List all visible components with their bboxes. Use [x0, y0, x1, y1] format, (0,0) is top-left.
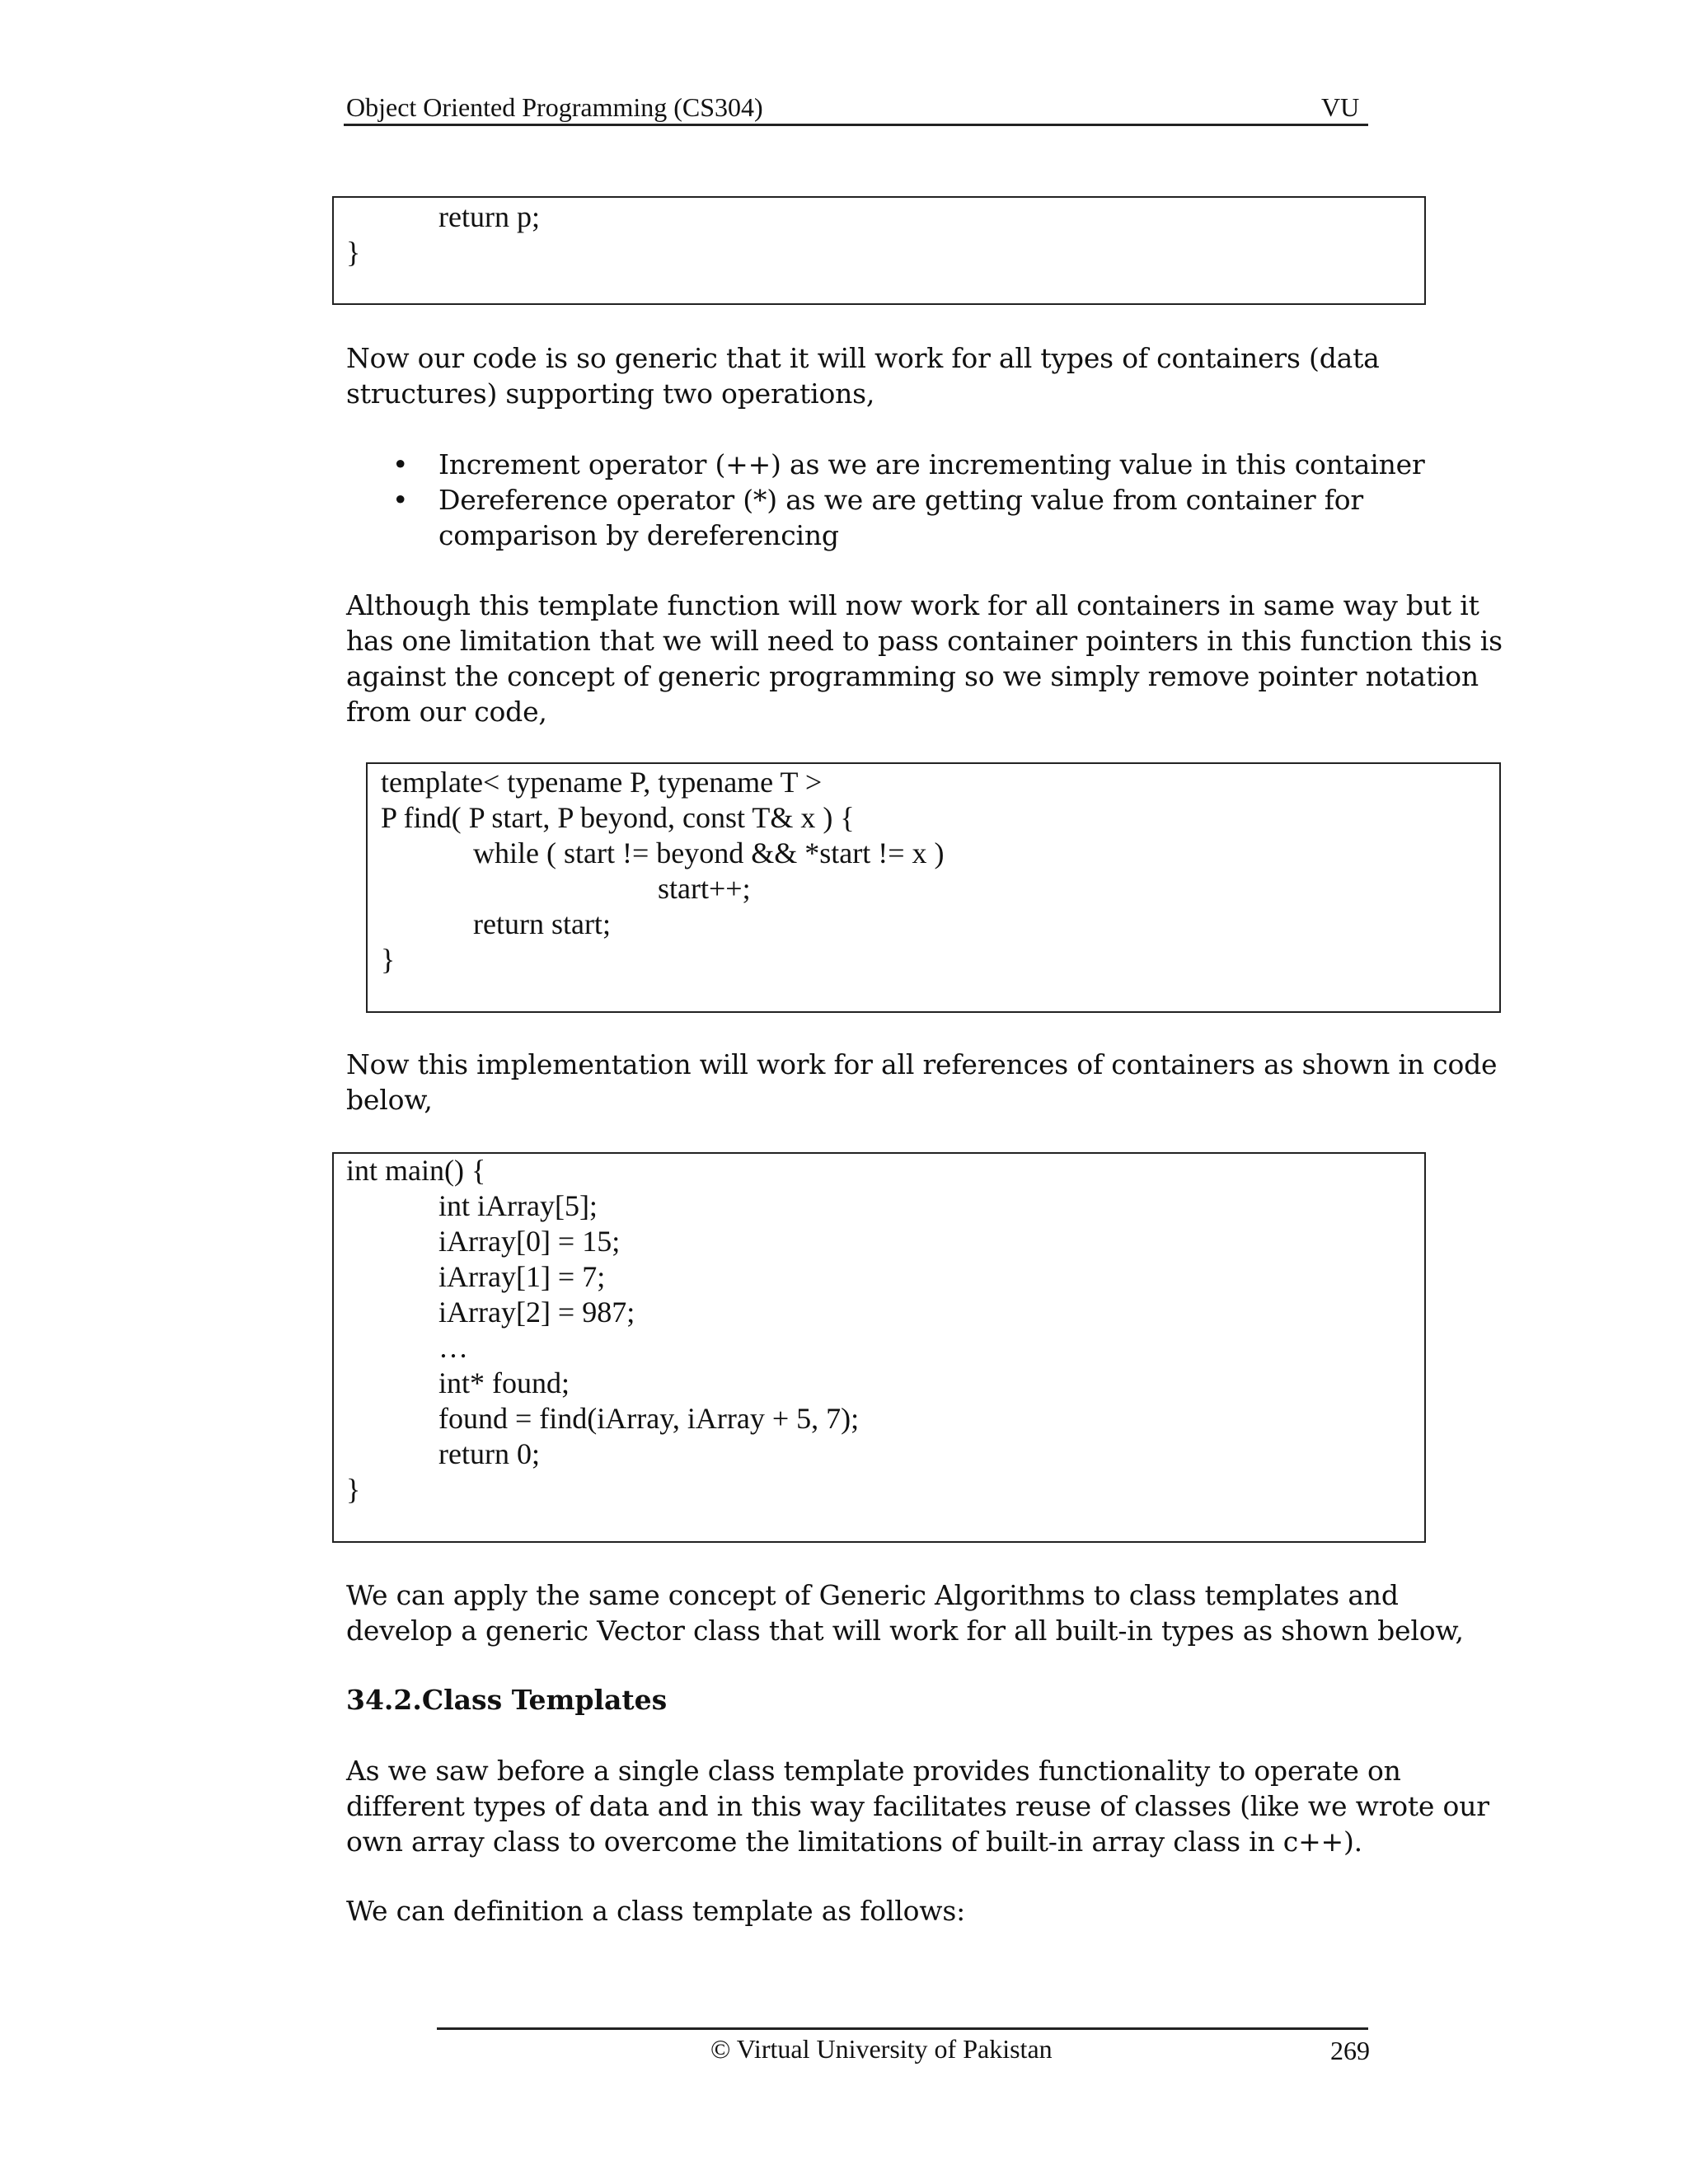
code-line: } — [346, 1473, 361, 1506]
code-line: int* found; — [438, 1366, 570, 1399]
code-line: template< typename P, typename T > — [381, 766, 823, 799]
header-rule — [344, 124, 1368, 126]
code-line: while ( start != beyond && *start != x ) — [473, 837, 945, 869]
code-line: iArray[0] = 15; — [438, 1225, 621, 1258]
bullet-icon: • — [392, 484, 409, 516]
code-line: return p; — [438, 200, 540, 233]
section-heading: 34.2.Class Templates — [346, 1684, 668, 1716]
footer-copyright: © Virtual University of Pakistan — [710, 2034, 1053, 2064]
code-line: P find( P start, P beyond, const T& x ) { — [381, 801, 855, 834]
code-line: int iArray[5]; — [438, 1189, 598, 1222]
code-line: iArray[2] = 987; — [438, 1296, 635, 1329]
paragraph-line: structures) supporting two operations, — [346, 377, 875, 410]
paragraph-line: from our code, — [346, 696, 547, 728]
code-line: return 0; — [438, 1437, 540, 1470]
paragraph-line: different types of data and in this way facilitates reuse of classes (like we wrote our — [346, 1790, 1489, 1822]
bullet-item-increment: Increment operator (++) as we are incrementing value in this container — [438, 448, 1425, 480]
bullet-icon: • — [392, 448, 409, 480]
paragraph-line: against the concept of generic programming so we simply remove pointer notation — [346, 660, 1479, 692]
code-line: return start; — [473, 907, 611, 940]
code-line: … — [438, 1331, 468, 1364]
footer-rule — [437, 2027, 1368, 2030]
paragraph-line: Now our code is so generic that it will work for all types of containers (data — [346, 342, 1380, 374]
header-vu: VU — [1321, 92, 1360, 122]
bullet-item-dereference: Dereference operator (*) as we are getting value from container for — [438, 484, 1364, 516]
paragraph-line: Although this template function will now work for all containers in same way but it — [346, 589, 1479, 621]
page-number: 269 — [1330, 2036, 1370, 2065]
paragraph-line: own array class to overcome the limitations of built-in array class in c++). — [346, 1825, 1362, 1858]
code-line: found = find(iArray, iArray + 5, 7); — [438, 1402, 860, 1435]
code-line: } — [381, 943, 396, 976]
paragraph-line: Now this implementation will work for all references of containers as shown in code — [346, 1048, 1498, 1080]
paragraph-line: has one limitation that we will need to pass container pointers in this function this is — [346, 625, 1503, 657]
code-line: } — [346, 236, 361, 269]
code-line: int main() { — [346, 1154, 486, 1187]
paragraph-line: develop a generic Vector class that will work for all built-in types as shown below, — [346, 1615, 1464, 1647]
paragraph-line: We can definition a class template as follows: — [346, 1895, 966, 1927]
code-line: start++; — [658, 872, 751, 905]
paragraph-line: below, — [346, 1084, 433, 1116]
header-title: Object Oriented Programming (CS304) — [346, 92, 763, 122]
bullet-item-dereference-cont: comparison by dereferencing — [438, 519, 839, 551]
paragraph-line: As we saw before a single class template provides functionality to operate on — [346, 1755, 1401, 1787]
code-line: iArray[1] = 7; — [438, 1260, 606, 1293]
paragraph-line: We can apply the same concept of Generic Algorithms to class templates and — [346, 1579, 1399, 1611]
